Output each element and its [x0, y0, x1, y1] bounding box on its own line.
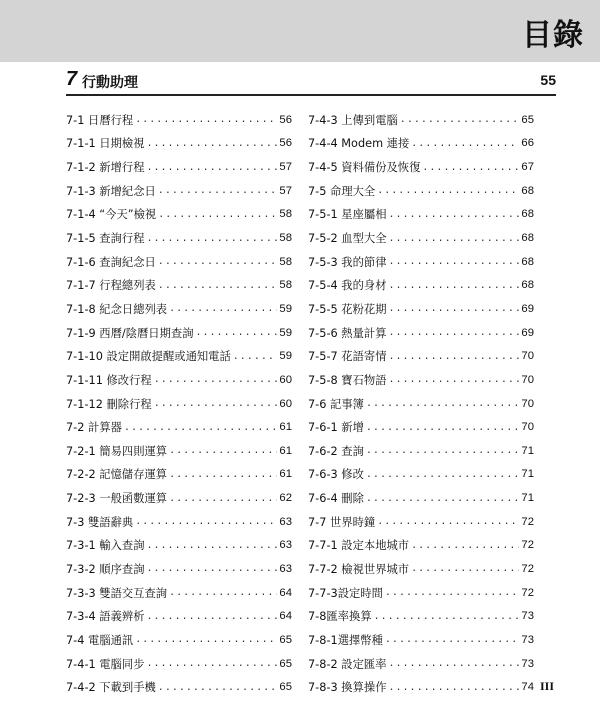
toc-entry[interactable]: [308, 273, 534, 297]
toc-entry-label: 7-5 命理大全: [308, 184, 376, 198]
toc-entry-label: 7-5-5 花粉花期: [308, 302, 387, 316]
toc-entry[interactable]: [308, 297, 534, 321]
toc-entry-page: 72: [521, 562, 534, 575]
toc-entry-page: 73: [521, 610, 534, 623]
toc-entry-page: 68: [521, 255, 534, 268]
toc-entry-page: 65: [279, 681, 292, 694]
toc-entry-label: 7-5-1 星座屬相: [308, 208, 387, 222]
toc-entry[interactable]: [66, 132, 292, 156]
dot-leader: [389, 233, 520, 244]
toc-entry-page: 59: [279, 302, 292, 315]
toc-entry[interactable]: [308, 439, 534, 463]
toc-entry-page: 72: [521, 586, 534, 599]
toc-entry-page: 66: [521, 137, 534, 150]
toc-entry-page: 59: [279, 350, 292, 363]
toc-entry-page: 73: [521, 633, 534, 646]
toc-entry-label: 7-8-1選擇幣種: [308, 633, 383, 647]
toc-entry-label: 7-1-6 查詢紀念日: [66, 255, 156, 269]
section-number: 7: [66, 68, 78, 90]
toc-entry-page: 58: [279, 208, 292, 221]
toc-entry-page: 58: [279, 232, 292, 245]
toc-entry-label: 7-1-11 修改行程: [66, 373, 152, 387]
dot-leader: [135, 516, 277, 527]
toc-entry-page: 59: [279, 326, 292, 339]
dot-leader: [147, 611, 278, 622]
dot-leader: [366, 422, 520, 433]
toc-entry-label: 7-1-4 “今天”檢視: [66, 208, 157, 222]
dot-leader: [135, 114, 277, 125]
toc-entry-page: 72: [521, 515, 534, 528]
toc-entry[interactable]: [308, 652, 534, 676]
toc-entry[interactable]: [66, 534, 292, 558]
toc-entry[interactable]: [308, 604, 534, 628]
toc-entry-page: 69: [521, 326, 534, 339]
toc-entry[interactable]: [308, 250, 534, 274]
toc-entry[interactable]: [308, 368, 534, 392]
toc-entry-label: 7-7-1 設定本地城市: [308, 539, 410, 553]
toc-entry[interactable]: [308, 108, 534, 132]
dot-leader: [366, 445, 520, 456]
dot-leader: [389, 327, 520, 338]
dot-leader: [154, 398, 278, 409]
dot-leader: [377, 185, 519, 196]
dot-leader: [158, 682, 278, 693]
toc-entry[interactable]: [308, 155, 534, 179]
toc-entry-label: 7-3-3 雙語交互查詢: [66, 586, 168, 600]
dot-leader: [389, 351, 520, 362]
dot-leader: [422, 162, 519, 173]
toc-entry-page: 61: [279, 444, 292, 457]
toc-entry-label: 7-8匯率換算: [308, 610, 372, 624]
dot-leader: [147, 658, 278, 669]
toc-column-right: [308, 108, 534, 699]
toc-entry-label: 7-1-3 新增紀念日: [66, 184, 156, 198]
toc-entry[interactable]: [66, 321, 292, 345]
toc-entry-page: 56: [279, 113, 292, 126]
toc-entry-label: 7-3-2 順序查詢: [66, 562, 145, 576]
toc-entry-page: 57: [279, 161, 292, 174]
toc-entry-page: 60: [279, 373, 292, 386]
toc-entry-label: 7-3-1 輸入查詢: [66, 539, 145, 553]
dot-leader: [169, 587, 277, 598]
dot-leader: [147, 233, 278, 244]
dot-leader: [196, 327, 278, 338]
toc-entry-page: 68: [521, 232, 534, 245]
header-title: 目錄: [522, 18, 584, 53]
toc-entry-label: 7-4-3 上傳到電腦: [308, 113, 398, 127]
dot-leader: [147, 162, 278, 173]
dot-leader: [374, 611, 520, 622]
dot-leader: [411, 563, 519, 574]
toc-entry[interactable]: [66, 226, 292, 250]
section-page-number: 55: [540, 72, 556, 88]
toc-entry-label: 7-5-3 我的節律: [308, 255, 387, 269]
toc-entry-label: 7-1-5 查詢行程: [66, 232, 145, 246]
dot-leader: [366, 493, 520, 504]
toc-entry-page: 70: [521, 397, 534, 410]
toc-entry-page: 62: [279, 492, 292, 505]
toc-entry[interactable]: [308, 415, 534, 439]
toc-entry[interactable]: [66, 557, 292, 581]
toc-entry-label: 7-1-8 紀念日總列表: [66, 302, 168, 316]
toc-entry[interactable]: [308, 321, 534, 345]
toc-entry-label: 7-6-1 新增: [308, 421, 364, 435]
dot-leader: [169, 445, 277, 456]
toc-entry[interactable]: [308, 226, 534, 250]
dot-leader: [389, 658, 520, 669]
toc-entry-label: 7-7-3設定時間: [308, 586, 383, 600]
toc-entry[interactable]: [66, 179, 292, 203]
toc-entry-label: 7-5-4 我的身材: [308, 279, 387, 293]
dot-leader: [366, 398, 519, 409]
dot-leader: [169, 493, 277, 504]
toc-column-left: [66, 108, 292, 699]
dot-leader: [169, 303, 277, 314]
toc-entry[interactable]: [308, 344, 534, 368]
dot-leader: [411, 138, 519, 149]
toc-entry-page: 67: [521, 161, 534, 174]
toc-entry-label: 7-2-1 簡易四則運算: [66, 444, 168, 458]
toc-entry[interactable]: [308, 581, 534, 605]
toc-entry[interactable]: [66, 273, 292, 297]
toc-entry-page: 68: [521, 208, 534, 221]
dot-leader: [135, 634, 277, 645]
dot-leader: [154, 374, 278, 385]
toc-entry[interactable]: [66, 297, 292, 321]
toc-entry-page: 72: [521, 539, 534, 552]
toc-entry-label: 7-6-3 修改: [308, 468, 364, 482]
section-heading: [66, 70, 556, 92]
toc-entry-page: 71: [521, 444, 534, 457]
heading-rule: [66, 94, 556, 96]
toc-entry-page: 70: [521, 421, 534, 434]
toc-entry[interactable]: [66, 510, 292, 534]
dot-leader: [147, 138, 278, 149]
toc-entry-label: 7-4-5 資料備份及恢復: [308, 161, 421, 175]
toc-entry[interactable]: [66, 486, 292, 510]
toc-entry-label: 7-1-7 行程總列表: [66, 279, 156, 293]
toc-entry-label: 7-8-2 設定匯率: [308, 657, 387, 671]
toc-entry-label: 7-2 計算器: [66, 421, 122, 435]
dot-leader: [385, 587, 520, 598]
toc-entry[interactable]: [66, 652, 292, 676]
dot-leader: [385, 634, 520, 645]
dot-leader: [147, 540, 278, 551]
toc-entry[interactable]: [308, 203, 534, 227]
toc-entry[interactable]: [66, 604, 292, 628]
toc-entry[interactable]: [66, 392, 292, 416]
toc-entry[interactable]: [308, 534, 534, 558]
dot-leader: [389, 682, 520, 693]
toc-entry-page: 63: [279, 515, 292, 528]
dot-leader: [400, 114, 520, 125]
toc-entry-label: 7-6-4 刪除: [308, 492, 364, 506]
toc-entry[interactable]: [66, 368, 292, 392]
toc-entry-page: 68: [521, 279, 534, 292]
dot-leader: [411, 540, 519, 551]
toc-entry[interactable]: [308, 132, 534, 156]
toc-entry-page: 61: [279, 421, 292, 434]
dot-leader: [389, 303, 520, 314]
dot-leader: [389, 374, 520, 385]
toc-entry[interactable]: [308, 557, 534, 581]
toc-entry-label: 7-5-2 血型大全: [308, 232, 387, 246]
toc-entry-page: 58: [279, 279, 292, 292]
dot-leader: [158, 209, 277, 220]
toc-entry-page: 58: [279, 255, 292, 268]
toc-entry-label: 7-2-3 一般函數運算: [66, 492, 168, 506]
toc-entry-label: 7-4-1 電腦同步: [66, 657, 145, 671]
toc-entry[interactable]: [66, 463, 292, 487]
toc-entry-label: 7-3 雙語辭典: [66, 515, 134, 529]
dot-leader: [124, 422, 277, 433]
toc-entry[interactable]: [66, 439, 292, 463]
dot-leader: [389, 209, 520, 220]
toc-entry-label: 7-1-9 西曆/陰曆日期查詢: [66, 326, 194, 340]
header-band: [0, 0, 600, 62]
toc-entry-label: 7-1-1 日期檢視: [66, 137, 145, 151]
toc-entry-page: 65: [521, 113, 534, 126]
dot-leader: [169, 469, 277, 480]
toc-entry-label: 7-5-6 熱量計算: [308, 326, 387, 340]
toc-entry-label: 7-1-10 設定開啟提醒或通知電話: [66, 350, 231, 364]
toc-entry-label: 7-6-2 查詢: [308, 444, 364, 458]
toc-entry[interactable]: [66, 344, 292, 368]
toc-entry[interactable]: [66, 203, 292, 227]
dot-leader: [158, 256, 278, 267]
dot-leader: [158, 185, 278, 196]
toc-entry-label: 7-1-12 刪除行程: [66, 397, 152, 411]
toc-entry-label: 7-1-2 新增行程: [66, 161, 145, 175]
toc-entry-label: 7-7 世界時鐘: [308, 515, 376, 529]
toc-entry-page: 65: [279, 657, 292, 670]
toc-entry-label: 7-4 電腦通訊: [66, 633, 134, 647]
toc-entry-label: 7-1 日曆行程: [66, 113, 134, 127]
toc-entry[interactable]: [308, 463, 534, 487]
toc-entry-page: 73: [521, 657, 534, 670]
toc-entry-label: 7-2-2 記憶儲存運算: [66, 468, 168, 482]
toc-entry-page: 61: [279, 468, 292, 481]
toc-entry-label: 7-6 記事簿: [308, 397, 364, 411]
toc-entry[interactable]: [308, 675, 534, 699]
toc-entry[interactable]: [66, 675, 292, 699]
toc-entry-page: 70: [521, 350, 534, 363]
toc-entry-label: 7-4-4 Modem 連接: [308, 137, 410, 151]
toc-entry[interactable]: [308, 179, 534, 203]
toc-entry-label: 7-7-2 檢視世界城市: [308, 562, 410, 576]
dot-leader: [377, 516, 519, 527]
toc-entry[interactable]: [308, 628, 534, 652]
toc-entry-page: 63: [279, 539, 292, 552]
toc-entry-page: 63: [279, 562, 292, 575]
toc-entry[interactable]: [66, 415, 292, 439]
dot-leader: [389, 256, 520, 267]
toc-entry[interactable]: [66, 108, 292, 132]
toc-entry[interactable]: [66, 628, 292, 652]
toc-entry-label: 7-4-2 下載到手機: [66, 681, 156, 695]
toc-entry[interactable]: [308, 392, 534, 416]
toc-entry-page: 56: [279, 137, 292, 150]
dot-leader: [147, 563, 278, 574]
toc-entry-page: 69: [521, 302, 534, 315]
toc-entry[interactable]: [66, 250, 292, 274]
toc-entry-label: 7-8-3 換算操作: [308, 681, 387, 695]
toc-entry-page: 68: [521, 184, 534, 197]
toc-entry-page: 64: [279, 586, 292, 599]
dot-leader: [233, 351, 278, 362]
toc-entry-label: 7-3-4 語義辨析: [66, 610, 145, 624]
toc-entry-label: 7-5-7 花語寄情: [308, 350, 387, 364]
toc-entry-page: 74: [521, 681, 534, 694]
toc-entry-page: 71: [521, 468, 534, 481]
toc-entry[interactable]: [66, 581, 292, 605]
toc-entry-page: 71: [521, 492, 534, 505]
page-folio: III: [539, 679, 554, 693]
toc-entry[interactable]: [308, 486, 534, 510]
toc-entry-page: 65: [279, 633, 292, 646]
toc-entry-page: 64: [279, 610, 292, 623]
toc-entry-label: 7-5-8 寶石物語: [308, 373, 387, 387]
dot-leader: [389, 280, 520, 291]
toc-entry-page: 60: [279, 397, 292, 410]
toc-entry-page: 70: [521, 373, 534, 386]
section-title: 行動助理: [82, 75, 138, 91]
toc-entry-page: 57: [279, 184, 292, 197]
toc-entry[interactable]: [66, 155, 292, 179]
dot-leader: [158, 280, 278, 291]
dot-leader: [366, 469, 520, 480]
toc-entry[interactable]: [308, 510, 534, 534]
